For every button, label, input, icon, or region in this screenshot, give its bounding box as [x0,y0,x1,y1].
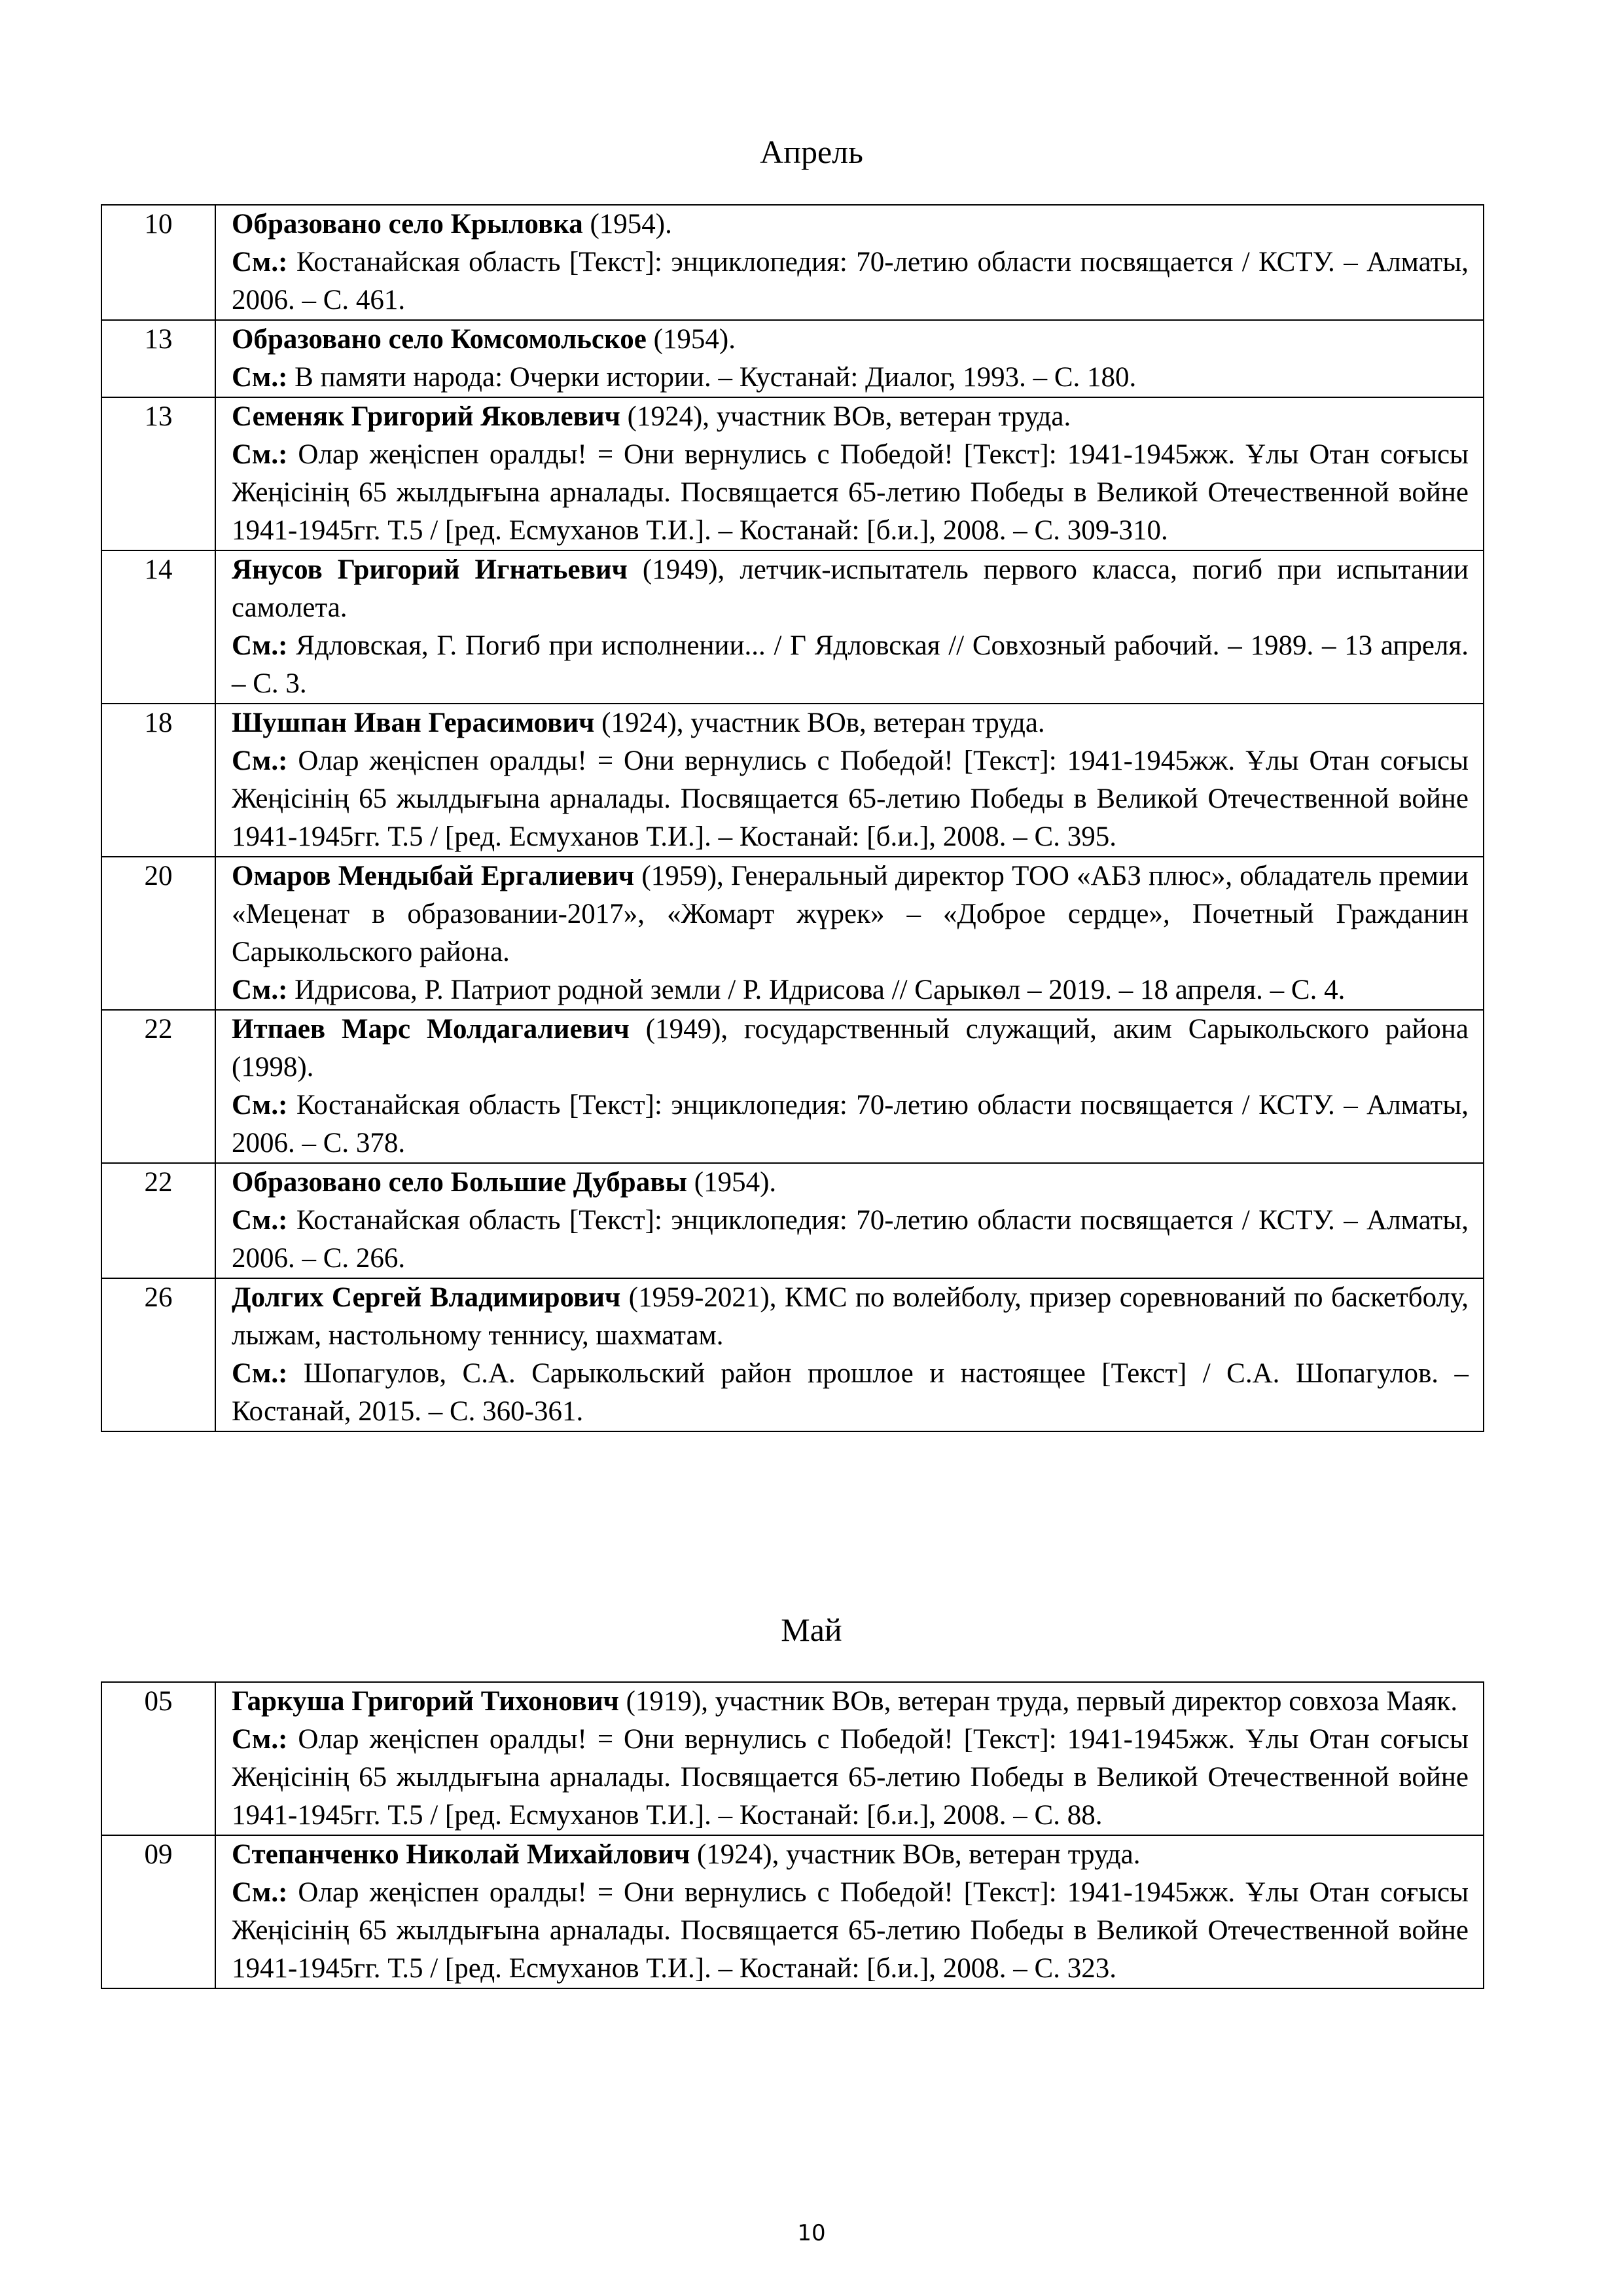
reference-text: Олар жеңіспен оралды! = Они вернулись с Победой! [Текст]: 1941-1945жж. Ұлы Отан соғысы Жеңісінің 65 жылдығына арналады. Посвящается 65-летию Победы в Великой Отечественной войне 1941-1945гг. Т.5 / [ред. Есмуханов Т.И.]. – Костанай: [б.и.], 2008. – С. 88. [232,1724,1469,1831]
table-row [101,1682,1484,1835]
event-day: 10 [101,205,215,320]
event-details: (1954). [646,324,736,355]
event-name: Образовано село Крыловка [232,209,583,240]
table-row [101,1278,1484,1431]
event-details: (1959-2021), КМС по волейболу, призер соревнований по баскетболу, лыжам, настольному теннису, шахматам. [232,1282,1469,1351]
event-entry [215,1278,1484,1431]
reference-text: Костанайская область [Текст]: энциклопедия: 70-летию области посвящается / КСТУ. – Алматы, 2006. – С. 266. [232,1205,1469,1274]
event-description [232,206,1469,243]
table-row [101,1163,1484,1278]
event-description [232,1683,1469,1721]
event-name: Степанченко Николай Михайлович [232,1839,690,1870]
reference-text: В памяти народа: Очерки истории. – Кустанай: Диалог, 1993. – С. 180. [287,362,1137,393]
event-entry [215,704,1484,857]
event-reference [232,243,1469,319]
table-row [101,320,1484,397]
section-title-may: Май [781,1611,842,1648]
event-reference [232,1355,1469,1431]
event-description [232,1164,1469,1202]
event-details: (1954). [687,1167,777,1198]
event-description [232,857,1469,971]
event-details: (1924), участник ВОв, ветеран труда. [620,401,1071,432]
table-row [101,1010,1484,1163]
reference-label: См.: [232,1205,288,1236]
reference-text: Олар жеңіспен оралды! = Они вернулись с Победой! [Текст]: 1941-1945жж. Ұлы Отан соғысы Жеңісінің 65 жылдығына арналады. Посвящается 65-летию Победы в Великой Отечественной войне 1941-1945гг. Т.5 / [ред. Есмуханов Т.И.]. – Костанай: [б.и.], 2008. – С. 309-310. [232,439,1469,546]
event-description [232,1279,1469,1355]
table-row [101,1835,1484,1988]
event-name: Семеняк Григорий Яковлевич [232,401,620,432]
table-row [101,704,1484,857]
page-number: 10 [797,2220,826,2246]
event-day: 20 [101,857,215,1010]
event-day: 13 [101,397,215,550]
section-title-april: Апрель [760,134,863,170]
event-reference [232,1202,1469,1278]
event-name: Долгих Сергей Владимирович [232,1282,621,1313]
table-row [101,397,1484,550]
table-row [101,857,1484,1010]
event-entry [215,1682,1484,1835]
reference-text: Олар жеңіспен оралды! = Они вернулись с Победой! [Текст]: 1941-1945жж. Ұлы Отан соғысы Жеңісінің 65 жылдығына арналады. Посвящается 65-летию Победы в Великой Отечественной войне 1941-1945гг. Т.5 / [ред. Есмуханов Т.И.]. – Костанай: [б.и.], 2008. – С. 323. [232,1877,1469,1984]
reference-label: См.: [232,1724,288,1755]
reference-label: См.: [232,975,288,1005]
event-name: Гаркуша Григорий Тихонович [232,1686,619,1717]
event-reference [232,1086,1469,1162]
reference-label: См.: [232,1358,288,1389]
event-reference [232,1721,1469,1835]
event-description [232,321,1469,359]
event-details: (1924), участник ВОв, ветеран труда. [690,1839,1141,1870]
reference-text: Ядловская, Г. Погиб при исполнении... / Г Ядловская // Совхозный рабочий. – 1989. – 13 апреля. – С. 3. [232,630,1469,699]
reference-text: Костанайская область [Текст]: энциклопедия: 70-летию области посвящается / КСТУ. – Алматы, 2006. – С. 461. [232,247,1469,315]
event-details: (1949), летчик-испытатель первого класса, погиб при испытании самолета. [232,554,1469,623]
reference-label: См.: [232,1090,288,1121]
reference-text: Костанайская область [Текст]: энциклопедия: 70-летию области посвящается / КСТУ. – Алматы, 2006. – С. 378. [232,1090,1469,1158]
event-reference [232,742,1469,856]
reference-text: Шопагулов, С.А. Сарыкольский район прошлое и настоящее [Текст] / С.А. Шопагулов. – Костанай, 2015. – С. 360-361. [232,1358,1469,1427]
event-name: Образовано село Комсомольское [232,324,647,355]
reference-label: См.: [232,362,288,393]
may-events-table [101,1681,1484,1989]
reference-text: Идрисова, Р. Патриот родной земли / Р. Идрисова // Сарыкөл – 2019. – 18 апреля. – С. 4. [287,975,1346,1005]
event-details: (1919), участник ВОв, ветеран труда, первый директор совхоза Маяк. [618,1686,1458,1717]
event-day: 26 [101,1278,215,1431]
event-entry [215,1835,1484,1988]
table-row [101,550,1484,704]
reference-label: См.: [232,247,288,278]
reference-text: Олар жеңіспен оралды! = Они вернулись с Победой! [Текст]: 1941-1945жж. Ұлы Отан соғысы Жеңісінің 65 жылдығына арналады. Посвящается 65-летию Победы в Великой Отечественной войне 1941-1945гг. Т.5 / [ред. Есмуханов Т.И.]. – Костанай: [б.и.], 2008. – С. 395. [232,745,1469,852]
event-description [232,1011,1469,1086]
event-details: (1954). [582,209,672,240]
event-name: Шушпан Иван Герасимович [232,708,595,738]
event-entry [215,857,1484,1010]
reference-label: См.: [232,630,288,661]
event-day: 22 [101,1163,215,1278]
event-details: (1959), Генеральный директор ТОО «АБЗ плюс», обладатель премии «Меценат в образовании-2017», «Жомарт жүрек» – «Доброе сердце», Почетный Гражданин Сарыкольского района. [232,861,1469,967]
event-entry [215,397,1484,550]
event-day: 09 [101,1835,215,1988]
event-details: (1949), государственный служащий, аким Сарыкольского района (1998). [232,1014,1469,1083]
event-entry [215,205,1484,320]
event-day: 18 [101,704,215,857]
event-reference [232,1874,1469,1988]
event-name: Омаров Мендыбай Ергалиевич [232,861,635,891]
event-entry [215,1163,1484,1278]
table-row [101,205,1484,320]
event-day: 14 [101,550,215,704]
event-description [232,704,1469,742]
event-day: 22 [101,1010,215,1163]
event-entry [215,320,1484,397]
event-reference [232,627,1469,703]
event-name: Образовано село Большие Дубравы [232,1167,687,1198]
event-reference [232,971,1469,1009]
event-day: 13 [101,320,215,397]
event-description [232,1836,1469,1874]
event-name: Янусов Григорий Игнатьевич [232,554,628,585]
event-description [232,551,1469,627]
reference-label: См.: [232,439,288,470]
event-reference [232,436,1469,550]
reference-label: См.: [232,745,288,776]
event-description [232,398,1469,436]
event-entry [215,1010,1484,1163]
event-day: 05 [101,1682,215,1835]
reference-label: См.: [232,1877,288,1908]
event-reference [232,359,1469,397]
event-entry [215,550,1484,704]
event-details: (1924), участник ВОв, ветеран труда. [594,708,1045,738]
event-name: Итпаев Марс Молдагалиевич [232,1014,630,1045]
april-events-table [101,204,1484,1432]
